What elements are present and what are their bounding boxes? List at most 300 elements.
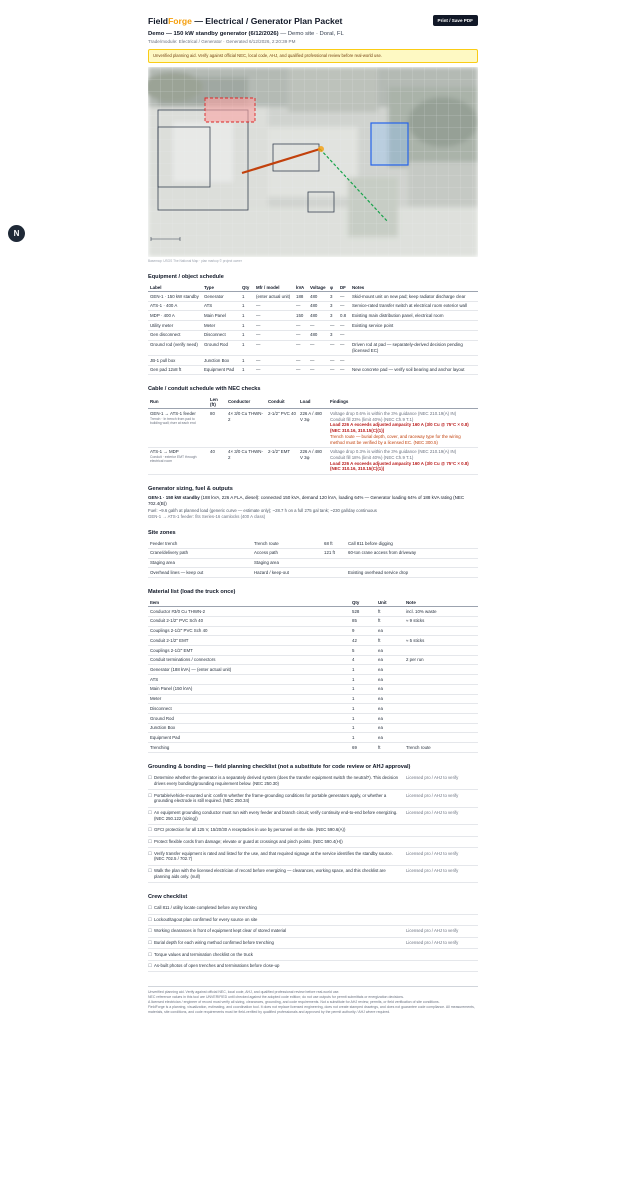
table-cell: 1 [350,723,376,733]
table-row [148,694,478,704]
table-cell: 480 [308,292,328,302]
table-row [148,733,478,743]
table-cell: ≈ 9 sticks [404,616,478,626]
table-row [148,675,478,685]
brand-name: Field [148,16,169,26]
checkbox-icon[interactable]: ☐ [148,916,152,922]
table-cell: ea [376,675,404,685]
table-cell: Conduit 2-1/2" EMT [148,636,350,646]
table-cell: Ground Rod [202,340,240,355]
table-cell [404,733,478,743]
table-cell: Couplings 2-1/2" EMT [148,646,350,656]
finding-warning: Trench route — burial depth, cover, and raceway type for the wiring method must be verified by a licensed EC. (NEC 300.5) [330,433,461,445]
checklist-item[interactable] [148,825,478,837]
table-cell: JB-1 pull box [148,356,202,366]
table-cell: — [254,340,294,355]
plan-packet [148,12,478,1015]
checkbox-icon[interactable]: ☐ [148,827,152,833]
table-cell: 1 [240,340,254,355]
verify-tag [406,963,478,969]
table-cell [404,694,478,704]
checklist-item[interactable] [148,903,478,915]
checklist-text: Working clearances in front of equipment kept clear of stored material [154,928,287,934]
table-cell: Equipment Pad [148,733,350,743]
table-cell: Driven rod at pad — separately-derived decision pending (licensed EC) [350,340,478,355]
checkbox-icon[interactable]: ☐ [148,850,152,856]
verify-tag: Licensed pro / AHJ to verify [406,940,459,946]
checklist-item[interactable] [148,926,478,938]
run-name: GEN-1 → ATS-1 feeder [150,410,196,416]
zone-cell [346,558,478,568]
table-row [148,365,478,375]
finding-ok: Conduit fill 23% (limit 40%) (NEC Ch.9 T.1) [330,416,414,422]
finding-error: Load 226 A exceeds adjusted ampacity 160 A (3/0 Cu @ 75°C × 0.8) (NEC 310.16, 310.15(C)(1)) [330,422,469,434]
table-cell: Meter [148,694,350,704]
zone-cell: Staging area [252,558,322,568]
checklist-text: GFCI protection for all 125 V, 15/20/30 A receptacles in use by personnel on the site. (NEC 590.6(A)) [154,827,346,833]
zone-cell: 121 ft [322,548,346,558]
table-cell: Generator (188 kVA) — (enter actual unit) [148,665,350,675]
checklist-item[interactable] [148,915,478,927]
table-cell: Couplings 2-1/2" PVC Sch 40 [148,626,350,636]
checkbox-icon[interactable]: ☐ [148,963,152,969]
table-cell: — [308,340,328,355]
column-header: Unit [376,598,404,607]
finding-ok: Voltage drop 0.3% is within the 3% guidance (NEC 210.19(A) IN) [330,449,457,455]
table-cell: ea [376,626,404,636]
verify-tag [406,827,478,833]
disclaimer-footer [148,986,478,1014]
run-cell [148,409,208,447]
table-cell: 1 [350,684,376,694]
table-row [148,356,478,366]
table-cell [404,684,478,694]
zone-row[interactable] [148,558,478,568]
table-cell: — [308,321,328,331]
site-map[interactable] [148,67,478,257]
table-cell: — [338,330,350,340]
table-cell: — [338,365,350,375]
table-cell [350,330,478,340]
table-cell: Conductor #3/0 Cu THWN-2 [148,607,350,617]
table-cell: ea [376,655,404,665]
generator-sizing-line [148,495,478,508]
checklist-text: Protect flexible cords from damage; elevate or guard at crossings and pinch points. (NEC 590.4(H)) [154,839,343,844]
table-cell: 1 [240,330,254,340]
table-row [148,626,478,636]
checklist-text: Lockout/tagout plan confirmed for every source on site [154,916,258,922]
table-cell: — [254,365,294,375]
checklist-item[interactable] [148,837,478,849]
title-text: — Electrical / Generator Plan Packet [191,16,343,26]
table-cell: — [338,321,350,331]
keep-out-zone[interactable] [205,98,255,122]
verify-tag: Licensed pro / AHJ to verify [406,792,459,798]
table-cell: Gen disconnect [148,330,202,340]
column-header: Mfr / model [254,283,294,292]
table-cell: Ground Rod [148,714,350,724]
zone-cell [322,558,346,568]
zone-cell: Overhead lines — keep out [148,568,252,578]
table-cell: — [328,340,338,355]
table-cell: Main Panel [202,311,240,321]
table-cell: — [294,321,308,331]
table-cell [404,665,478,675]
table-row [148,684,478,694]
table-cell: 1 [350,665,376,675]
table-row [148,409,478,447]
verify-tag: Licensed pro / AHJ to verify [406,810,459,816]
footer-line: NEC reference values in this tool are UNVERIFIED until checked against the adopted code edition; do not use outputs for permit submittals or energization decisions. [148,995,405,1000]
table-row [148,704,478,714]
finding-error: Load 226 A exceeds adjusted ampacity 160 A (3/0 Cu @ 75°C × 0.8) (NEC 310.16, 310.15(C)(1)) [330,460,469,472]
table-cell: Main Panel (150 kVA) [148,684,350,694]
footer-line: Unverified planning aid. Verify against official NEC, local code, AHJ, and qualified professional review before real-world use. [148,990,340,995]
column-header: DF [338,283,350,292]
table-row [148,340,478,355]
table-cell [404,714,478,724]
table-cell: 2 per run [404,655,478,665]
zone-row[interactable] [148,548,478,558]
table-cell [404,704,478,714]
generator-name: GEN-1 · 150 kW standby [148,494,200,500]
table-cell: — [294,365,308,375]
table-cell: (enter actual unit) [254,292,294,302]
table-cell: ea [376,694,404,704]
table-cell: 42 [350,636,376,646]
table-cell: New concrete pad — verify soil bearing and anchor layout [350,365,478,375]
table-cell [404,626,478,636]
table-row [148,636,478,646]
table-cell: — [294,330,308,340]
materials-heading: Material list (load the truck once) [148,589,236,596]
table-cell [404,675,478,685]
zone-cell [322,568,346,578]
table-cell [404,723,478,733]
table-cell: ft [376,616,404,626]
table-cell: — [338,356,350,366]
checklist-text: Verify transfer equipment is rated and listed for the use, and that required signage at the service identifies the standby source. (NEC 702.5 / 702.7) [154,850,393,862]
checkbox-icon[interactable]: ☐ [148,810,152,816]
verify-tag: Licensed pro / AHJ to verify [406,928,459,934]
table-cell: Existing service point [350,321,478,331]
checklist-item[interactable] [148,938,478,950]
table-cell: 1 [240,311,254,321]
checklist-item[interactable] [148,773,478,790]
zone-cell: 68 ft [322,539,346,548]
table-cell: ft [376,743,404,753]
table-cell: Meter [202,321,240,331]
finding-ok: Voltage drop 0.6% is within the 3% guidance (NEC 210.19(A) IN) [330,410,457,416]
crew-heading: Crew checklist [148,893,188,900]
checkbox-icon[interactable]: ☐ [148,951,152,957]
table-cell: Trenching [148,743,350,753]
checklist-item[interactable] [148,848,478,865]
table-header-row [148,395,478,409]
checklist-item[interactable] [148,866,478,883]
table-cell: ea [376,723,404,733]
table-cell: Ground rod (verify need) [148,340,202,355]
checklist-text: Burial depth for each wiring method confirmed before trenching [154,940,274,946]
table-row [148,292,478,302]
table-cell: — [254,321,294,331]
table-cell: — [294,340,308,355]
checklist-item[interactable] [148,790,478,807]
equipment-heading: Equipment / object schedule [148,274,224,280]
table-cell: ft [376,636,404,646]
verify-tag [406,839,478,845]
finding-ok: Conduit fill 18% (limit 40%) (NEC Ch.9 T.1) [330,455,414,460]
sizing-heading: Generator sizing, fuel & outputs [148,485,233,492]
zone-cell: 60-ton crane access from driveway [346,548,478,558]
table-cell: 1 [350,733,376,743]
checkbox-icon[interactable]: ☐ [148,940,152,946]
checklist-text: Walk the plan with the licensed electrician of record before energizing — clearances, working space, and this checklist are planning aids only. (null) [154,867,386,879]
cable-heading: Cable / conduit schedule with NEC checks [148,386,261,393]
checklist-text: An equipment grounding conductor must run with every feeder and branch circuit; verify continuity end-to-end before energizing. (NEC 250.122 (sizing)) [154,810,398,821]
column-header: Conductor [226,395,266,409]
table-cell: 1 [240,356,254,366]
findings-cell [328,447,478,474]
map-credit: Basemap: USGS The National Map · plan markup © project owner [148,259,242,263]
run-note: Trench · In trench from pad to building wall; riser at each end [150,416,196,426]
column-header: φ [328,283,338,292]
footer-line: A licensed electrician / engineer of record must verify all sizing, clearances, grounding, and code requirements. Not a substitute for AHJ review, permits, or field verification of site conditions. [148,1000,440,1005]
zone-cell: Staging area [148,558,252,568]
fuel-estimate: Fuel: ~9.6 gal/h at planned load (generic curve — estimate only); ~28.7 h on a full 275 gal tank; ~230 gal/day continuous [148,508,377,514]
table-cell: — [338,292,350,302]
table-row [148,616,478,626]
run-cell [148,447,208,474]
column-header: Note [404,598,478,607]
table-cell: 3 [328,330,338,340]
verify-tag: Licensed pro / AHJ to verify [406,850,459,856]
zone-cell: Trench route [252,539,322,548]
column-header: Type [202,283,240,292]
verify-tag [406,917,478,923]
grounding-heading: Grounding & bonding — field planning checklist (not a substitute for code review or AHJ approval) [148,763,411,770]
conductor-cell: 4× 3/0 Cu THWN-2 [226,447,266,474]
generator-marker[interactable] [318,146,324,152]
column-header: Item [148,598,350,607]
checkbox-icon[interactable]: ☐ [148,905,152,911]
findings-cell [328,409,478,447]
table-cell: — [328,356,338,366]
table-cell: Disconnect [202,330,240,340]
table-cell: 1 [240,292,254,302]
table-cell: Conduit terminations / connectors [148,655,350,665]
table-row [148,321,478,331]
checklist-item[interactable] [148,961,478,973]
table-cell: ATS-1 · 400 A [148,301,202,311]
table-row [148,311,478,321]
table-cell [350,356,478,366]
table-cell: 528 [350,607,376,617]
table-cell: ATS [202,301,240,311]
table-cell: Conduit 2-1/2" PVC Sch 40 [148,616,350,626]
table-cell: — [294,356,308,366]
table-cell: Disconnect [148,704,350,714]
column-header: Findings [328,395,478,409]
table-row [148,607,478,617]
table-cell: 5 [350,646,376,656]
column-header: kVA [294,283,308,292]
meta-line: Trade/module: Electrical / Generator · Generated 6/12/2026, 2:20:39 PM [148,39,296,44]
table-cell: 4 [350,655,376,665]
table-cell: 69 [350,743,376,753]
checklist-text: Determine whether the generator is a separately derived system (does the transfer equipment switch the neutral?). This decision drives every bonding/grounding requirement below. (NEC 250.30) [154,775,399,787]
table-cell: — [328,365,338,375]
zone-cell: Crane/delivery path [148,548,252,558]
length-cell: 40 [208,447,226,474]
table-row [148,447,478,474]
table-cell: 480 [308,330,328,340]
checklist-text: As-built photos of open trenches and terminations before close-up [154,963,280,969]
table-cell: ≈ 5 sticks [404,636,478,646]
table-cell: ea [376,714,404,724]
column-header: Notes [350,283,478,292]
table-cell: ATS [148,675,350,685]
materials-table [148,598,478,753]
table-cell: 150 [294,311,308,321]
table-cell: — [254,311,294,321]
checkbox-icon[interactable]: ☐ [148,775,152,781]
table-cell: Service-rated transfer switch at electrical room exterior wall [350,301,478,311]
table-cell [404,646,478,656]
table-cell: Junction Box [148,723,350,733]
table-cell: Skid-mount unit on new pad; keep radiator discharge clear [350,292,478,302]
column-header: Run [148,395,208,409]
table-row [148,301,478,311]
table-cell: ea [376,704,404,714]
staging-area-zone[interactable] [371,123,408,165]
checkbox-icon[interactable]: ☐ [148,839,152,844]
checklist-text: Torque values and termination checklist on the truck [154,951,253,957]
table-cell: 188 [294,292,308,302]
verify-tag [406,905,478,911]
checklist-item[interactable] [148,808,478,825]
zones-table [148,539,478,578]
verify-tag: Licensed pro / AHJ to verify [406,867,459,873]
feeder-camlock-note: GEN-1 → ATS-1 feeder: fits Series-16 camlocks (400 A class) [148,514,266,520]
checkbox-icon[interactable]: ☐ [148,867,152,873]
table-cell: 1 [350,694,376,704]
column-header: Label [148,283,202,292]
column-header: Qty [350,598,376,607]
table-cell: 480 [308,311,328,321]
table-row [148,646,478,656]
page-title [148,16,478,26]
table-cell: Trench route [404,743,478,753]
table-cell: Generator [202,292,240,302]
zone-row[interactable] [148,539,478,548]
print-button[interactable]: Print / Save PDF [433,15,479,26]
checkbox-icon[interactable]: ☐ [148,792,152,798]
table-cell: 3 [328,311,338,321]
project-name: Demo — 150 kW standby generator (6/12/2026) [148,31,279,37]
table-cell: — [308,356,328,366]
zone-row[interactable] [148,568,478,578]
column-header: Conduit [266,395,298,409]
footer-line: FieldForge is a planning, visualization, estimating, and coordination tool. It does not replace licensed engineering, does not create stamped drawings, and does not guarantee code compliance. All measurements, materials, site conditions, and code requirements must be field-verified by qualified professionals and approved by the permit authority / AHJ where required. [148,1005,475,1014]
table-cell: Gen pad 12x8 ft [148,365,202,375]
conduit-cell: 2-1/2" EMT [266,447,298,474]
table-header-row [148,598,478,607]
table-cell: MDP · 400 A [148,311,202,321]
warning-banner: Unverified planning aid. Verify against official NEC, local code, AHJ, and qualified professional review before real-world use. [148,49,478,63]
run-note: Conduit · exterior EMT through electrical room [150,455,197,464]
table-cell: — [328,321,338,331]
grounding-checklist [148,773,478,883]
table-row [148,714,478,724]
table-cell: — [254,356,294,366]
table-cell: ea [376,684,404,694]
cable-table [148,395,478,474]
column-header: Qty [240,283,254,292]
verify-tag: Licensed pro / AHJ to verify [406,775,459,781]
table-cell: 3 [328,301,338,311]
table-cell: Junction Box [202,356,240,366]
verify-tag [406,952,478,958]
generator-sizing-detail: (188 kVA, 226 A FLA, diesel): connected 150 kVA, demand 120 kVA, loading 64% — Generator loading 64% of 188 kVA rating (NEC 702.4(B)) [148,494,465,506]
crew-checklist [148,903,478,972]
project-title [148,31,478,37]
conduit-cell: 2-1/2" PVC 40 [266,409,298,447]
table-cell: Existing main distribution panel, electrical room [350,311,478,321]
checklist-text: Portable/vehicle-mounted unit: confirm whether the frame-grounding conditions for portable generators apply, or whether a grounding electrode is still required. (NEC 250.34) [154,792,387,804]
table-cell: 3 [328,292,338,302]
floating-badge[interactable]: N [8,225,25,242]
table-cell: 1 [350,675,376,685]
column-header: Load [298,395,328,409]
project-site: — Demo site · Doral, FL [278,31,344,37]
table-row [148,655,478,665]
run-name: ATS-1 → MDP [150,449,179,455]
table-cell: — [308,365,328,375]
checklist-item[interactable] [148,949,478,961]
map-canvas [148,67,478,257]
table-row [148,330,478,340]
brand-accent: Forge [168,16,192,26]
table-cell: 9 [350,626,376,636]
zone-cell: Hazard / keep-out [252,568,322,578]
table-cell: ea [376,646,404,656]
table-cell: incl. 10% waste [404,607,478,617]
table-cell: 1 [350,704,376,714]
table-cell: ea [376,665,404,675]
length-cell: 80 [208,409,226,447]
table-cell: 1 [240,301,254,311]
table-cell: 85 [350,616,376,626]
table-cell: Utility meter [148,321,202,331]
table-cell: — [338,301,350,311]
column-header: Voltage [308,283,328,292]
table-cell: 0.8 [338,311,350,321]
table-cell: Equipment Pad [202,365,240,375]
checkbox-icon[interactable]: ☐ [148,928,152,934]
zone-cell: Access path [252,548,322,558]
table-cell: 1 [350,714,376,724]
zone-cell: Feeder trench [148,539,252,548]
table-row [148,665,478,675]
column-header: Len (ft) [208,395,226,409]
zone-cell: Call 811 before digging [346,539,478,548]
table-cell: — [338,340,350,355]
table-cell: ea [376,733,404,743]
table-row [148,723,478,733]
load-cell: 226 A / 480 V 3φ [298,409,328,447]
table-cell: — [254,330,294,340]
